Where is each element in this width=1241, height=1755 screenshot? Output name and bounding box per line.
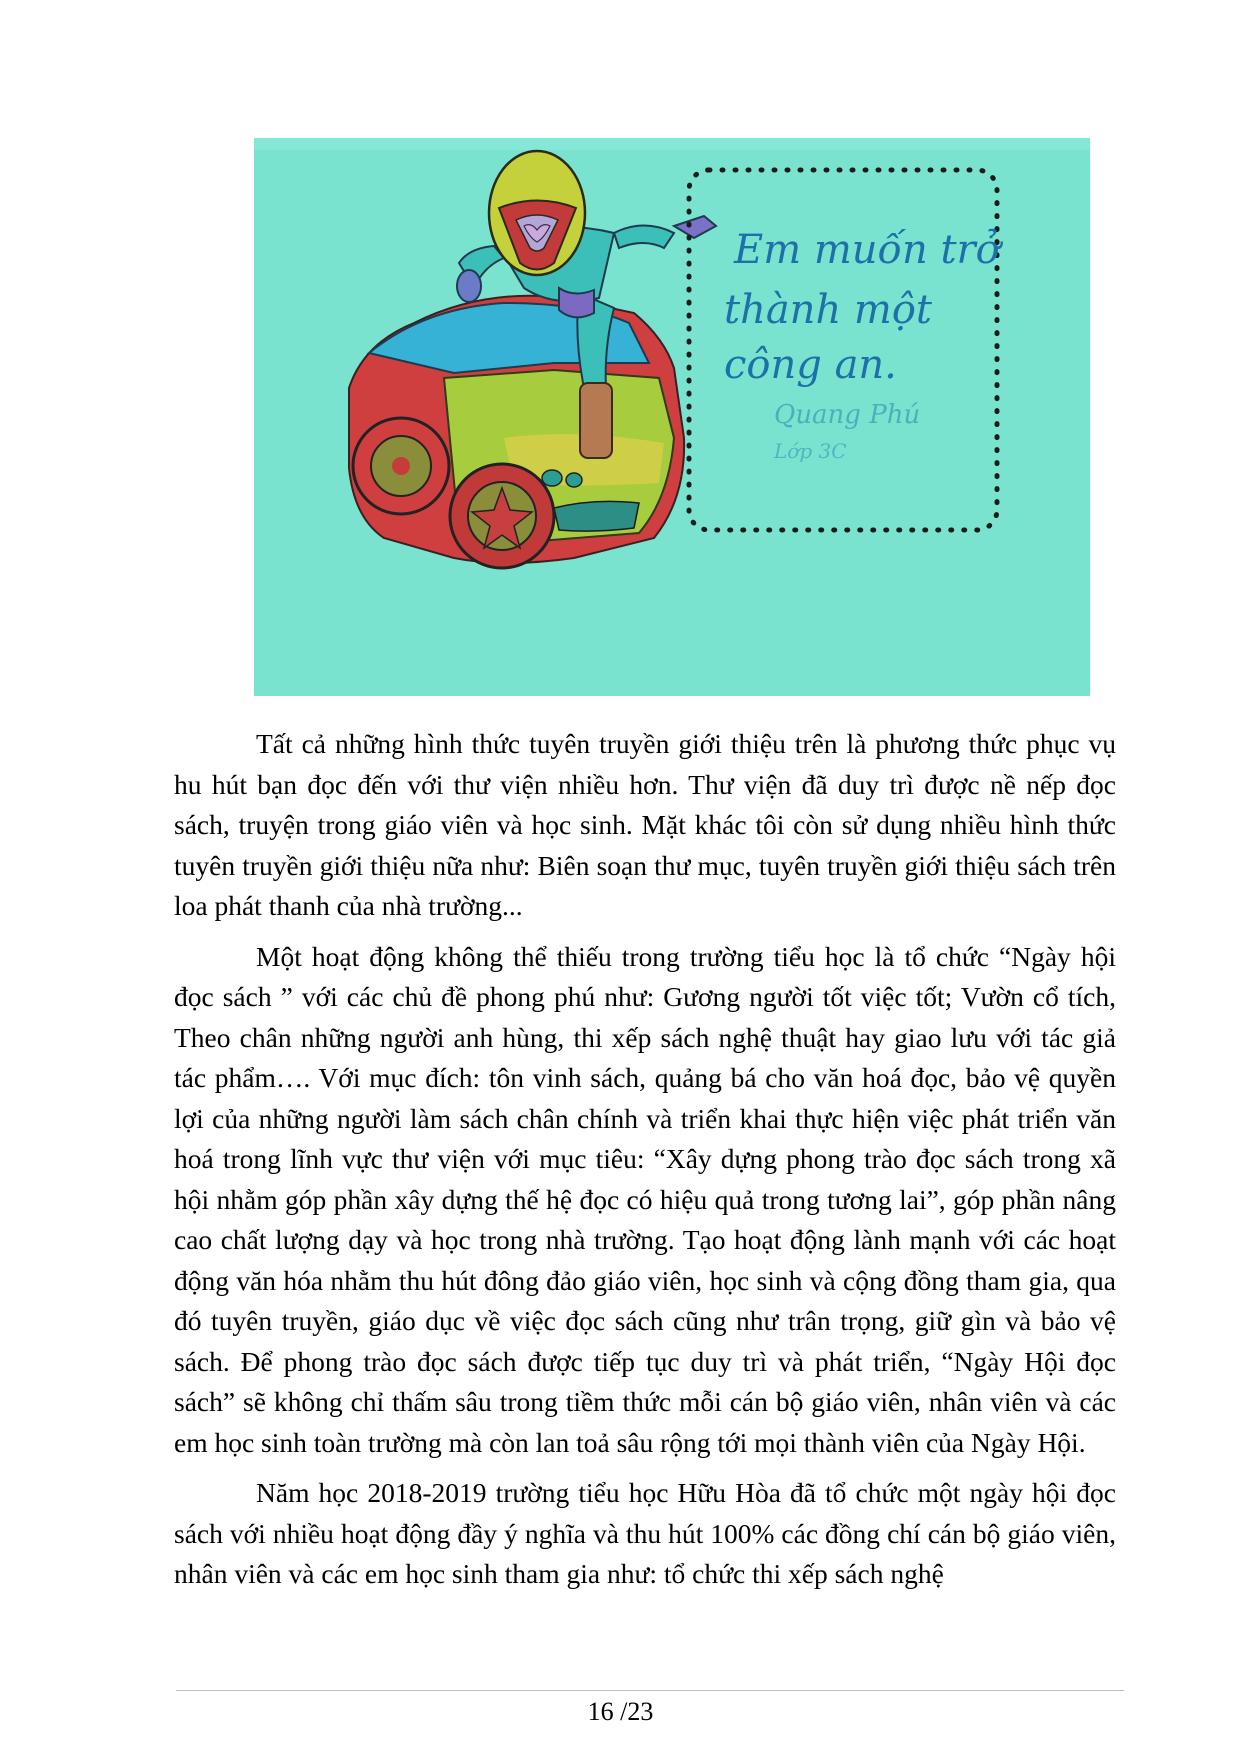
- child-drawing-photo: [254, 138, 1090, 696]
- body-text: [174, 724, 1116, 1605]
- handwriting-line-1: Em muốn trở: [734, 227, 1000, 273]
- page-number: 16 /23: [587, 1697, 654, 1726]
- paragraph: Một hoạt động không thể thiếu trong trường tiểu học là tổ chức “Ngày hội đọc sách ” với các chủ đề phong phú như: Gương người tốt việc tốt; Vườn cổ tích, Theo chân những người anh hùng, thi xếp sách nghệ thuật hay giao lưu với tác giả tác phẩm…. Với mục đích: tôn vinh sách, quảng bá cho văn hoá đọc, bảo vệ quyền lợi của những người làm sách chân chính và triển khai thực hiện việc phát triển văn hoá trong lĩnh vực thư viện với mục tiêu: “Xây dựng phong trào đọc sách trong xã hội nhằm góp phần xây dựng thế hệ đọc có hiệu quả trong tương lai”, góp phần nâng cao chất lượng dạy và học trong nhà trường. Tạo hoạt động lành mạnh với các hoạt động văn hóa nhằm thu hút đông đảo giáo viên, học sinh và cộng đồng tham gia, qua đó tuyên truyền, giáo dục về việc đọc sách cũng như trân trọng, giữ gìn và bảo vệ sách. Để phong trào đọc sách được tiếp tục duy trì và phát triển, “Ngày Hội đọc sách” sẽ không chỉ thấm sâu trong tiềm thức mỗi cán bộ giáo viên, nhân viên và các em học sinh toàn trường mà còn lan toả sâu rộng tới mọi thành viên của Ngày Hội.: [174, 940, 1116, 1458]
- paragraph: Năm học 2018-2019 trường tiểu học Hữu Hòa đã tổ chức một ngày hội đọc sách với nhiều hoạt động đầy ý nghĩa và thu hút 100% các đồng chí cán bộ giáo viên, nhân viên và các em học sinh tham gia như: tổ chức thi xếp sách nghệ: [174, 1477, 1116, 1589]
- handwriting-line-3: công an.: [724, 342, 897, 388]
- paragraph: Tất cả những hình thức tuyên truyền giới thiệu trên là phương thức phục vụ hu hút bạn đọc đến với thư viện nhiều hơn. Thư viện đã duy trì được nề nếp đọc sách, truyện trong giáo viên và học sinh. Mặt khác tôi còn sử dụng nhiều hình thức tuyên truyền giới thiệu nữa như: Biên soạn thư mục, tuyên truyền giới thiệu sách trên loa phát thanh của nhà trường...: [174, 728, 1116, 921]
- handwriting-line-2: thành một: [724, 287, 933, 333]
- handwriting-name: Quang Phú: [774, 400, 921, 430]
- handwriting-class: Lớp 3C: [774, 439, 847, 463]
- car-drawing: [349, 296, 684, 568]
- footer-divider: [176, 1690, 1124, 1691]
